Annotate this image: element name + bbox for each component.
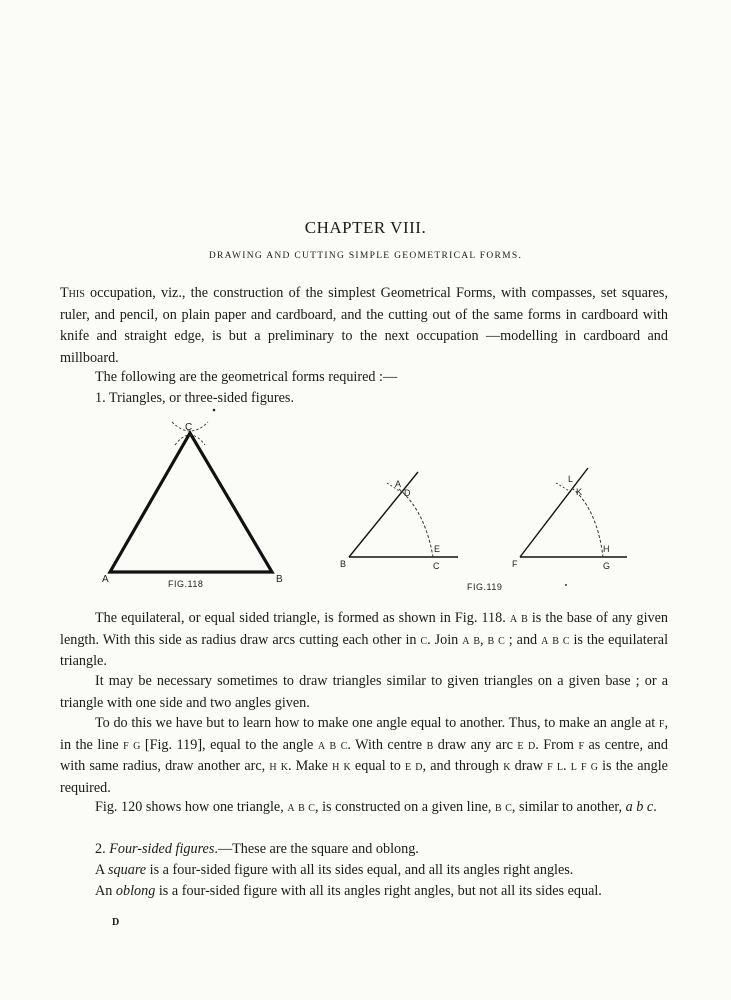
- text-run: Join: [430, 631, 463, 648]
- text-run: The equilateral, or equal sided triangle, is formed as shown in Fig. 118.: [95, 610, 506, 626]
- label-ab: a b: [462, 631, 481, 648]
- label-ed: e d: [405, 758, 423, 774]
- text-run: , and through: [422, 758, 504, 774]
- paragraph-similar-triangles: It may be necessary sometimes to draw triangles similar to given triangles on a given base ; or a triangle with one side and two angles given.: [60, 673, 668, 711]
- intro-lead-word: This: [60, 285, 85, 301]
- following-line: The following are the geometrical forms required :—: [95, 369, 398, 385]
- item-triangles: 1. Triangles, or three-sided figures.: [95, 390, 294, 406]
- arc-hk: [572, 488, 603, 557]
- fig119-label-l: L: [568, 474, 574, 484]
- item-number: 2.: [95, 841, 110, 857]
- label-abc: a b c: [287, 799, 315, 815]
- paragraph-square: [60, 860, 668, 882]
- text-run: , similar to another,: [511, 799, 626, 815]
- fig118-diagram: [102, 409, 283, 589]
- term-oblong: oblong: [115, 883, 156, 899]
- chapter-title: CHAPTER VIII.: [304, 218, 427, 237]
- fig119-label-a: A: [395, 479, 402, 489]
- text-run: is the angle required.: [60, 758, 668, 796]
- arc-tick-2: [556, 483, 571, 492]
- paragraph-fig120: [60, 797, 668, 819]
- paragraph-oblong: [60, 881, 668, 903]
- line-ba: [349, 472, 418, 557]
- text-run: To do this we have but to learn how to make one angle equal to another. Thus, to make an angle at: [95, 715, 659, 731]
- label-f: f: [658, 715, 665, 731]
- text-run: .—These are the square and oblong.: [214, 841, 419, 857]
- text-run: draw: [510, 758, 548, 774]
- label-hk: h k: [332, 758, 351, 774]
- text-run: .: [653, 799, 657, 815]
- text-run: is a four-sided figure with all its angles right angles, but not all its sides equal.: [155, 883, 602, 899]
- fig119-label-h: H: [603, 544, 610, 554]
- text-run: as centre, and with same radius, draw another arc,: [60, 736, 668, 774]
- stray-dot: [213, 409, 216, 412]
- fig118-caption: FIG.118: [168, 579, 204, 589]
- fig119-left-diagram: [340, 472, 458, 571]
- intro-body: occupation, viz., the construction of the simplest Geometrical Forms, with compasses, set squares, ruler, and pencil, on plain paper and cardboard, and the cutting out of the same forms in cardboard with knife and straight edge, is but a preliminary to the next occupation —modelling in cardboard and millboard.: [60, 285, 668, 366]
- text-run: , is constructed on a given line,: [314, 799, 496, 815]
- arc-c-2: [175, 435, 205, 445]
- text-run: equal to: [350, 758, 406, 774]
- label-abc: a b c: [541, 631, 570, 648]
- fig118-label-b: B: [276, 574, 283, 585]
- text-run: [Fig. 119], equal to the angle: [140, 736, 318, 753]
- text-run: ; and: [504, 631, 542, 648]
- label-fl: f l: [547, 758, 563, 774]
- stray-dot-2: [565, 584, 567, 586]
- text-run: .: [562, 758, 571, 774]
- fig119-label-f: F: [512, 559, 518, 569]
- label-hk: h k: [269, 758, 288, 774]
- fig119-label-c: C: [433, 561, 440, 571]
- chapter-subtitle: DRAWING AND CUTTING SIMPLE GEOMETRICAL FORMS.: [208, 251, 523, 261]
- fig118-label-a: A: [102, 574, 109, 585]
- equilateral-triangle: [110, 433, 272, 572]
- label-lfg: l f g: [570, 758, 598, 774]
- fig119-label-b: B: [340, 559, 347, 569]
- item-four-sided: [95, 839, 419, 860]
- signature-mark: D: [112, 917, 120, 928]
- arc-ed: [399, 489, 433, 557]
- label-abc-italic: a b c: [625, 799, 654, 815]
- text-run: , in the line: [60, 715, 668, 753]
- label-f: f: [578, 736, 585, 753]
- fig119-right-diagram: [512, 468, 627, 586]
- paragraph-equilateral: [60, 608, 668, 673]
- label-ab: a b: [509, 610, 528, 626]
- label-ed: e d: [517, 736, 536, 753]
- fig119-label-d: D: [404, 488, 411, 498]
- text-run: is a four-sided figure with all its sides equal, and all its angles right angles.: [146, 862, 574, 878]
- text-run: Fig. 120 shows how one triangle,: [95, 799, 288, 815]
- line-fl: [520, 468, 588, 557]
- text-run: draw any arc: [433, 736, 518, 753]
- term-square: square: [108, 862, 147, 878]
- label-k: k: [503, 758, 511, 774]
- label-fg: f g: [123, 736, 141, 753]
- fig119-caption: FIG.119: [467, 582, 503, 592]
- text-run: . Make: [287, 758, 333, 774]
- item-title: Four-sided figures: [109, 841, 215, 857]
- text-run: ,: [480, 631, 488, 648]
- text-run: . From: [535, 736, 579, 753]
- text-run: . With centre: [347, 736, 427, 753]
- label-bc: b c: [495, 799, 512, 815]
- text-run: is the equilateral triangle.: [60, 631, 669, 669]
- label-c: c.: [420, 631, 431, 648]
- fig119-label-e: E: [434, 544, 441, 554]
- text-run: An: [95, 883, 116, 899]
- fig119-label-k: K: [576, 487, 583, 497]
- text-run: is the base of any given length. With this side as radius draw arcs cutting each other in: [60, 610, 669, 648]
- label-bc: b c: [487, 631, 505, 648]
- label-abc: a b c: [317, 736, 348, 753]
- paragraph-angle: [60, 713, 668, 799]
- fig119-label-g: G: [603, 561, 611, 571]
- text-run: A: [95, 862, 109, 878]
- fig118-label-c: C: [185, 422, 193, 433]
- label-b: b: [426, 736, 434, 753]
